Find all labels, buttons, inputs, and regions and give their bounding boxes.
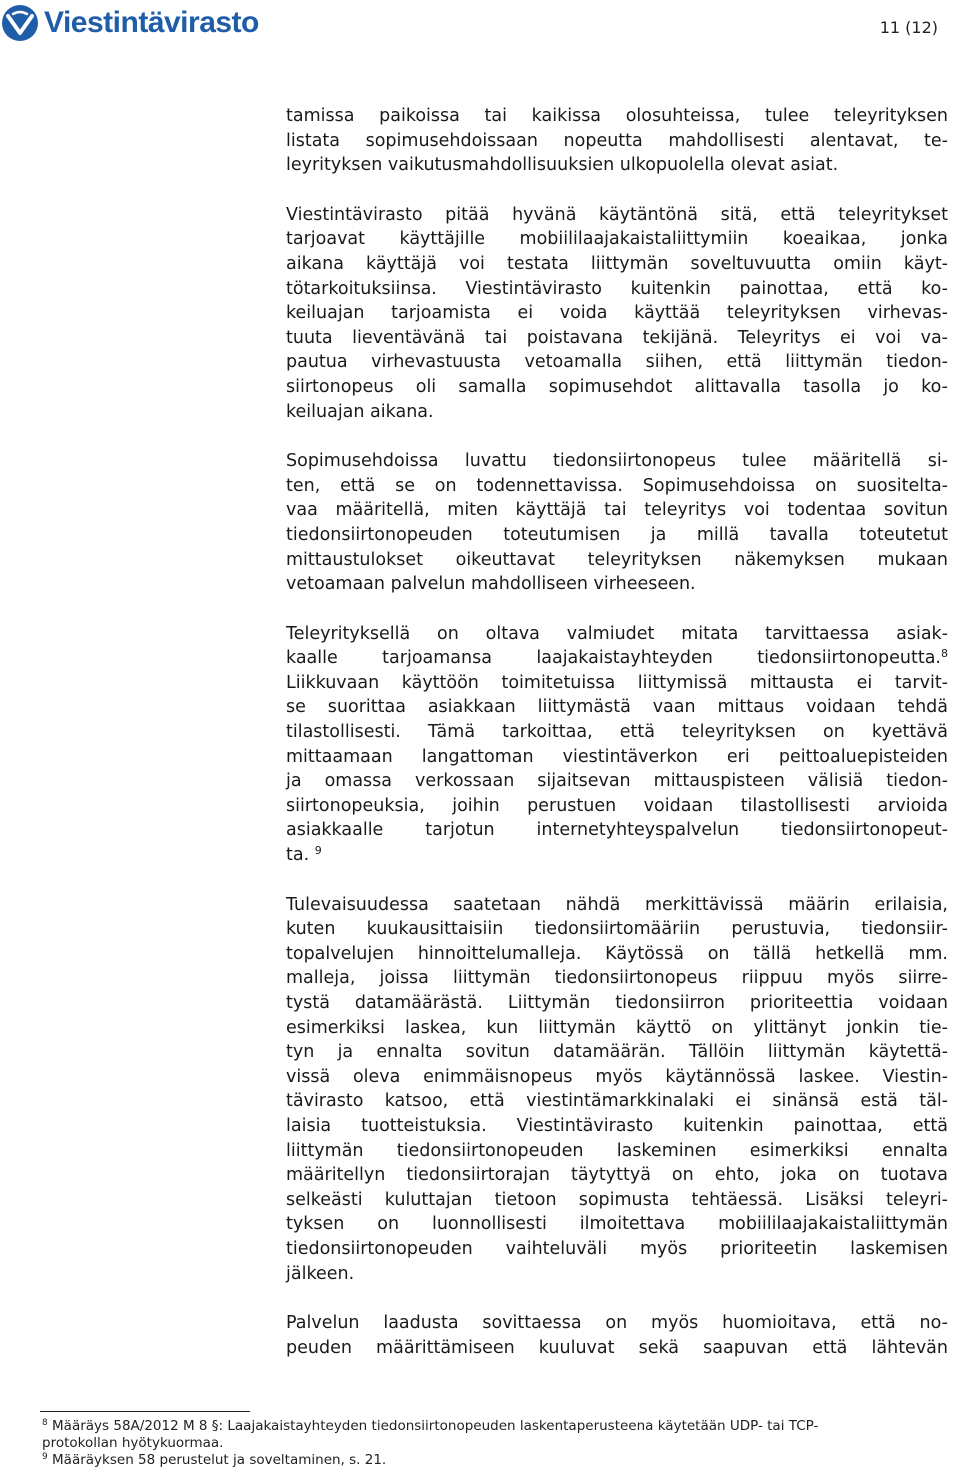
text-line: malleja, joissa liittymän tiedonsiirtonopeus riippuu myös siirre- xyxy=(286,968,948,989)
text-line: määritellyn tiedonsiirtorajan täytyttyä on ehto, joka on tuotava xyxy=(286,1165,948,1186)
text-line: ta. xyxy=(286,845,310,866)
text-line: esimerkiksi laskea, kun liittymän käyttö on ylittänyt jonkin tie- xyxy=(286,1017,948,1038)
text-line: asiakkaalle tarjotun internetyhteyspalvelun tiedonsiirtonopeut- xyxy=(286,820,948,841)
paragraph-5 xyxy=(286,893,948,1287)
footnote-text: Määräys 58A/2012 M 8 §: Laajakaistayhteyden tiedonsiirtonopeuden laskentaperusteena käytetään UDP- tai TCP- xyxy=(52,1418,819,1434)
text-line: se suorittaa asiakkaan liittymästä vaan mittaus voidaan tehdä xyxy=(286,697,948,718)
text-line: tuuta lieventävänä tai poistavana tekijänä. Teleyritys ei voi va- xyxy=(286,327,948,348)
text-line: listata sopimusehdoissaan nopeutta mahdollisesti alentavat, te- xyxy=(286,130,948,151)
text-line: topalvelujen hinnoittelumalleja. Käytössä on tällä hetkellä mm. xyxy=(286,943,948,964)
logo-text: Viestintävirasto xyxy=(44,6,259,39)
text-line: peuden määrittämiseen kuuluvat sekä saapuvan että lähtevän xyxy=(286,1337,948,1358)
footnotes xyxy=(42,1418,942,1469)
footnote-text: Määräyksen 58 perustelut ja soveltaminen, s. 21. xyxy=(52,1452,387,1468)
text-line: keiluajan aikana. xyxy=(286,401,434,422)
paragraph-6 xyxy=(286,1311,948,1360)
text-line: tyksen on luonnollisesti ilmoitettava mobiililaajakaistaliittymän xyxy=(286,1214,948,1235)
text-line-with-footnote xyxy=(286,843,948,868)
footnote-ref-8[interactable]: 8 xyxy=(941,647,948,661)
text-line: ja omassa verkossaan sijaitsevan mittauspisteen välisiä tiedon- xyxy=(286,771,948,792)
text-line: keiluajan tarjoamista ei voida käyttää teleyrityksen virhevas- xyxy=(286,303,948,324)
text-line: siirtonopeus oli samalla sopimusehdot alittavalla tasolla jo ko- xyxy=(286,376,948,397)
text-line: mittaamaan langattoman viestintäverkon eri peittoaluepisteiden xyxy=(286,746,948,767)
text-line: ten, että se on todennettavissa. Sopimusehdoissa on suositelta- xyxy=(286,475,948,496)
text-line: tarjoavat käyttäjille mobiililaajakaistaliittymiin koeaikaa, jonka xyxy=(286,229,948,250)
footnote-divider xyxy=(40,1411,250,1412)
text-line: siirtonopeuksia, joihin perustuen voidaan tilastollisesti arvioida xyxy=(286,795,948,816)
text-line: pautua virhevastuusta vetoamalla siihen, että liittymän tiedon- xyxy=(286,352,948,373)
text-line: Sopimusehdoissa luvattu tiedonsiirtonopeus tulee määritellä si- xyxy=(286,451,948,472)
text-line: liittymän tiedonsiirtonopeuden laskeminen esimerkiksi ennalta xyxy=(286,1140,948,1161)
text-line: Viestintävirasto pitää hyvänä käytäntönä sitä, että teleyritykset xyxy=(286,204,948,225)
paragraph-4 xyxy=(286,622,948,868)
viestintavirasto-logo xyxy=(0,0,259,46)
text-line: tiedonsiirtonopeuden toteutumisen ja millä tavalla toteutetut xyxy=(286,524,948,545)
logo-mark-icon xyxy=(0,3,40,43)
footnote-number: 9 xyxy=(42,1452,48,1462)
text-line: kuten kuukausittaisiin tiedonsiirtomääriin perustuvia, tiedonsiir- xyxy=(286,919,948,940)
text-line: jälkeen. xyxy=(286,1263,355,1284)
footnote-9 xyxy=(42,1452,942,1469)
text-line: tilastollisesti. Tämä tarkoittaa, että teleyrityksen on kyettävä xyxy=(286,722,948,743)
text-line: leyrityksen vaikutusmahdollisuuksien ulkopuolella olevat asiat. xyxy=(286,155,839,176)
document-body xyxy=(286,104,948,1385)
text-line: tamissa paikoissa tai kaikissa olosuhteissa, tulee teleyrityksen xyxy=(286,106,948,126)
footnote-number: 8 xyxy=(42,1418,48,1428)
text-line: tystä datamäärästä. Liittymän tiedonsiirron prioriteettia voidaan xyxy=(286,993,948,1013)
text-line: Tulevaisuudessa saatetaan nähdä merkittävissä määrin erilaisia, xyxy=(286,894,948,915)
text-line: vetoamaan palvelun mahdolliseen virheeseen. xyxy=(286,574,696,595)
text-line: aikana käyttäjä voi testata liittymän soveltuvuutta omiin käyt- xyxy=(286,253,948,274)
paragraph-2 xyxy=(286,203,948,424)
page-number: 11 (12) xyxy=(879,18,938,37)
text-line: tiedonsiirtonopeuden vaihteluväli myös prioriteetin laskemisen xyxy=(286,1238,948,1259)
text-line: vaa määritellä, miten käyttäjä tai teleyritys voi todentaa sovitun xyxy=(286,500,948,521)
text-line: tötarkoituksiinsa. Viestintävirasto kuitenkin painottaa, että ko- xyxy=(286,278,948,299)
text-line: Teleyrityksellä on oltava valmiudet mitata tarvittaessa asiak- xyxy=(286,623,948,644)
text-line-with-footnote xyxy=(286,646,948,671)
paragraph-1 xyxy=(286,104,948,178)
text-line: tyn ja ennalta sovitun datamäärän. Tällöin liittymän käytettä- xyxy=(286,1042,948,1063)
text-line: laisia tuotteistuksia. Viestintävirasto kuitenkin painottaa, että xyxy=(286,1115,948,1136)
text-line: selkeästi kuluttajan tietoon sopimusta tehtäessä. Lisäksi teleyri- xyxy=(286,1189,948,1210)
text-line: Liikkuvaan käyttöön toimitetuissa liittymissä mittausta ei tarvit- xyxy=(286,672,948,693)
footnote-8 xyxy=(42,1418,942,1435)
text-line: tävirasto katsoo, että viestintämarkkinalaki ei sinänsä estä täl- xyxy=(286,1091,948,1112)
text-line: kaalle tarjoamansa laajakaistayhteyden tiedonsiirtonopeutta. xyxy=(286,648,941,669)
paragraph-3 xyxy=(286,449,948,597)
footnote-8-continuation: protokollan hyötykuormaa. xyxy=(42,1435,224,1451)
text-line: Palvelun laadusta sovittaessa on myös huomioitava, että no- xyxy=(286,1313,948,1334)
text-line: mittaustulokset oikeuttavat teleyrityksen näkemyksen mukaan xyxy=(286,549,948,570)
text-line: vissä oleva enimmäisnopeus myös käytännössä laskee. Viestin- xyxy=(286,1066,948,1087)
footnote-ref-9[interactable]: 9 xyxy=(314,844,322,858)
